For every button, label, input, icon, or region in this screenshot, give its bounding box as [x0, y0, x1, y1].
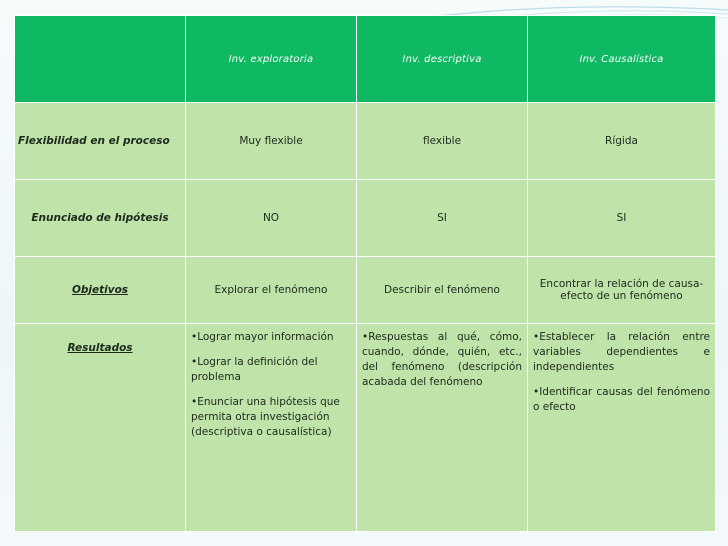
list-item: •Identificar causas del fenómeno o efecto	[533, 386, 710, 413]
row-label-objetivos	[15, 257, 186, 324]
cell-resultados-causalistica	[528, 324, 716, 532]
cell-hipotesis-exploratoria: NO	[186, 180, 357, 257]
cell-objetivos-exploratoria: Explorar el fenómeno	[186, 257, 357, 324]
row-label-objetivos-text: Objetivos	[71, 284, 129, 296]
header-inv-causalistica: Inv. Causalística	[528, 16, 716, 103]
row-label-flexibilidad: Flexibilidad en el proceso	[15, 103, 186, 180]
cell-flexibilidad-exploratoria: Muy flexible	[186, 103, 357, 180]
cell-flexibilidad-descriptiva: flexible	[357, 103, 528, 180]
list-item: •Establecer la relación entre variables dependientes e independientes	[533, 331, 710, 373]
list-item: •Lograr la definición del problema	[191, 356, 318, 383]
header-row	[15, 16, 716, 103]
row-label-hipotesis: Enunciado de hipótesis	[15, 180, 186, 257]
cell-flexibilidad-causalistica: Rígida	[528, 103, 716, 180]
table-row	[15, 324, 716, 532]
list-item: •Respuestas al qué, cómo, cuando, dónde, quién, etc., del fenómeno (descripción acabada del fenómeno	[362, 331, 522, 388]
row-label-resultados-text: Resultados	[67, 342, 133, 354]
cell-resultados-exploratoria	[186, 324, 357, 532]
header-inv-descriptiva: Inv. descriptiva	[357, 16, 528, 103]
table-row	[15, 180, 716, 257]
row-label-resultados	[15, 324, 186, 532]
table-row	[15, 103, 716, 180]
comparison-table	[14, 15, 716, 532]
cell-resultados-descriptiva	[357, 324, 528, 532]
header-inv-exploratoria: Inv. exploratoria	[186, 16, 357, 103]
cell-hipotesis-descriptiva: SI	[357, 180, 528, 257]
list-item: •Lograr mayor información	[191, 331, 334, 343]
cell-hipotesis-causalistica: SI	[528, 180, 716, 257]
header-corner	[15, 16, 186, 103]
comparison-table-container	[14, 15, 715, 522]
list-item: •Enunciar una hipótesis que permita otra investigación (descriptiva o causalística)	[191, 396, 340, 438]
cell-objetivos-causalistica: Encontrar la relación de causa-efecto de un fenómeno	[528, 257, 716, 324]
cell-objetivos-descriptiva: Describir el fenómeno	[357, 257, 528, 324]
table-row	[15, 257, 716, 324]
